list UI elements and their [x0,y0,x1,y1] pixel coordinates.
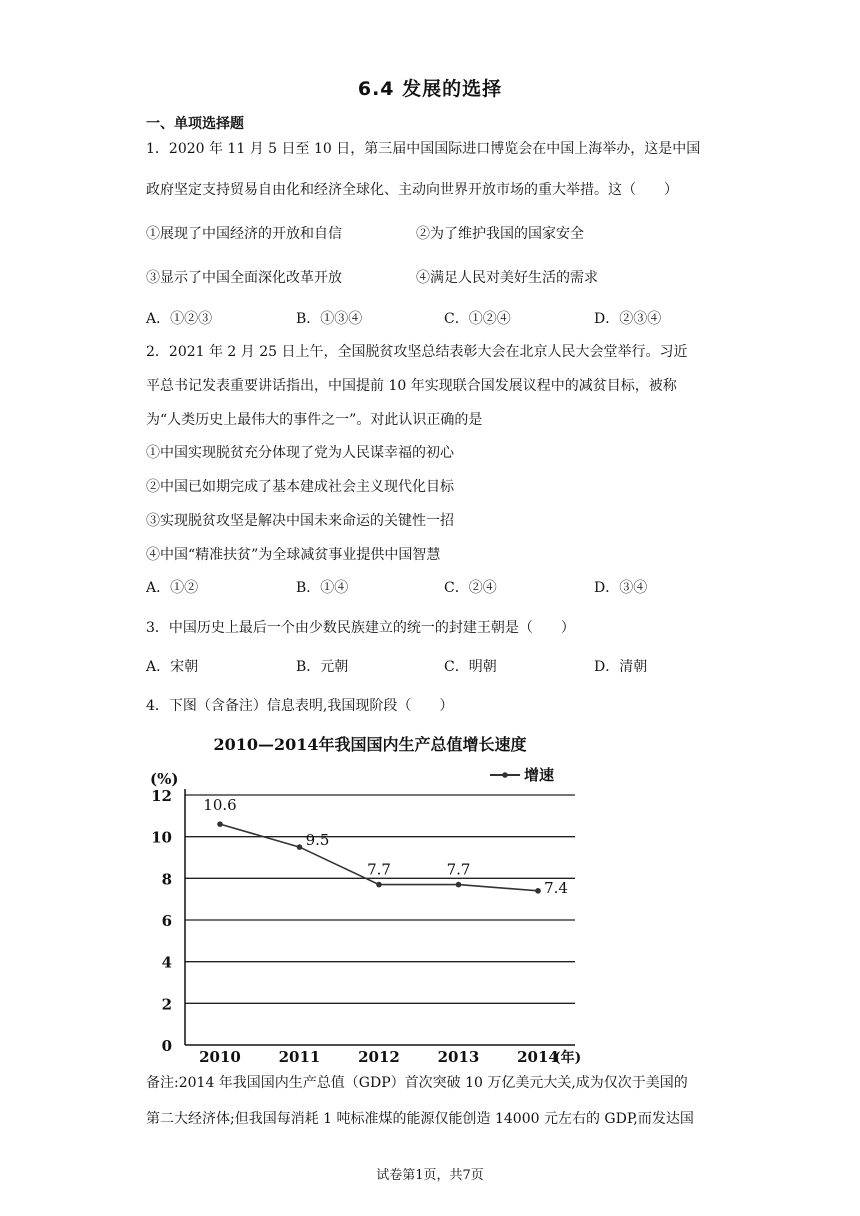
q2-stem-line1: 2．2021 年 2 月 25 日上午，全国脱贫攻坚总结表彰大会在北京人民大会堂举行。习近 [146,344,688,360]
data-label: 7.7 [367,860,391,879]
q1-statement-2: ②为了维护我国的国家安全 [416,226,584,242]
gdp-growth-chart [140,728,600,1068]
q4-note-line2: 第二大经济体;但我国每消耗 1 吨标准煤的能源仅能创造 14000 元左右的 GDP,而发达国 [146,1111,694,1127]
q4-note-line1: 备注:2014 年我国国内生产总值（GDP）首次突破 10 万亿美元大关,成为仅次于美国的 [146,1075,688,1091]
data-point [217,821,223,827]
y-tick-label: 12 [151,787,172,805]
data-label: 7.4 [544,878,568,897]
x-tick-label: 2010 [199,1048,241,1066]
q1-stem-line1: 1．2020 年 11 月 5 日至 10 日，第三届中国国际进口博览会在中国上海举办，这是中国 [146,141,701,157]
page-footer: 试卷第1页，共7页 [376,1168,484,1183]
q2-option-d[interactable]: D．③④ [594,580,648,596]
y-tick-label: 10 [151,828,172,847]
q1-statement-3: ③显示了中国全面深化改革开放 [146,270,342,286]
data-label: 10.6 [203,796,237,815]
page-title: 6.4 发展的选择 [357,78,503,100]
q2-statement-2: ②中国已如期完成了基本建成社会主义现代化目标 [146,479,454,495]
x-axis-unit: (年) [554,1050,582,1066]
data-label: 9.5 [305,831,330,850]
q2-statement-3: ③实现脱贫攻坚是解决中国未来命运的关键性一招 [146,513,454,529]
q4-stem: 4．下图（含备注）信息表明,我国现阶段（ ） [146,698,454,714]
q1-statement-1: ①展现了中国经济的开放和自信 [146,226,342,242]
x-tick-label: 2014 [517,1048,559,1066]
q2-stem-line2: 平总书记发表重要讲话指出，中国提前 10 年实现联合国发展议程中的减贫目标，被称 [146,378,677,394]
legend-label: 增速 [524,766,555,784]
x-tick-label: 2011 [278,1048,321,1066]
q2-option-a[interactable]: A．①② [146,580,199,596]
q2-stem-line3: 为“人类历史上最伟大的事件之一”。对此认识正确的是 [146,412,483,428]
q2-statement-4: ④中国“精准扶贫”为全球减贫事业提供中国智慧 [146,547,441,563]
series-line [220,824,538,891]
q1-option-c[interactable]: C．①②④ [444,311,511,327]
y-axis-label: (%) [150,770,179,788]
legend-marker [502,772,508,778]
y-tick-label: 2 [161,995,172,1014]
q3-stem: 3．中国历史上最后一个由少数民族建立的统一的封建王朝是（ ） [146,620,575,636]
q3-option-b[interactable]: B．元朝 [296,659,349,675]
data-point [297,844,303,850]
q3-option-c[interactable]: C．明朝 [444,659,497,675]
section-heading: 一、单项选择题 [146,116,244,132]
y-tick-label: 4 [161,953,172,972]
q1-option-d[interactable]: D．②③④ [594,311,662,327]
data-point [376,882,382,888]
y-tick-label: 6 [161,912,172,930]
y-tick-label: 0 [161,1037,172,1055]
x-tick-label: 2012 [358,1048,400,1066]
q1-option-a[interactable]: A．①②③ [146,311,213,327]
x-tick-label: 2013 [437,1048,480,1066]
q1-option-b[interactable]: B．①③④ [296,311,363,327]
data-point [456,882,462,888]
chart-svg [140,728,600,1068]
data-label: 7.7 [446,860,471,879]
chart-title: 2010—2014年我国国内生产总值增长速度 [213,735,527,754]
q1-statement-4: ④满足人民对美好生活的需求 [416,270,598,286]
q2-option-b[interactable]: B．①④ [296,580,349,596]
q2-option-c[interactable]: C．②④ [444,580,497,596]
q3-option-a[interactable]: A．宋朝 [146,659,199,675]
q2-statement-1: ①中国实现脱贫充分体现了党为人民谋幸福的初心 [146,445,454,461]
y-tick-label: 8 [161,870,172,889]
data-point [535,888,541,894]
q3-option-d[interactable]: D．清朝 [594,659,648,675]
q1-stem-line2: 政府坚定支持贸易自由化和经济全球化、主动向世界开放市场的重大举措。这（ ） [146,182,678,198]
